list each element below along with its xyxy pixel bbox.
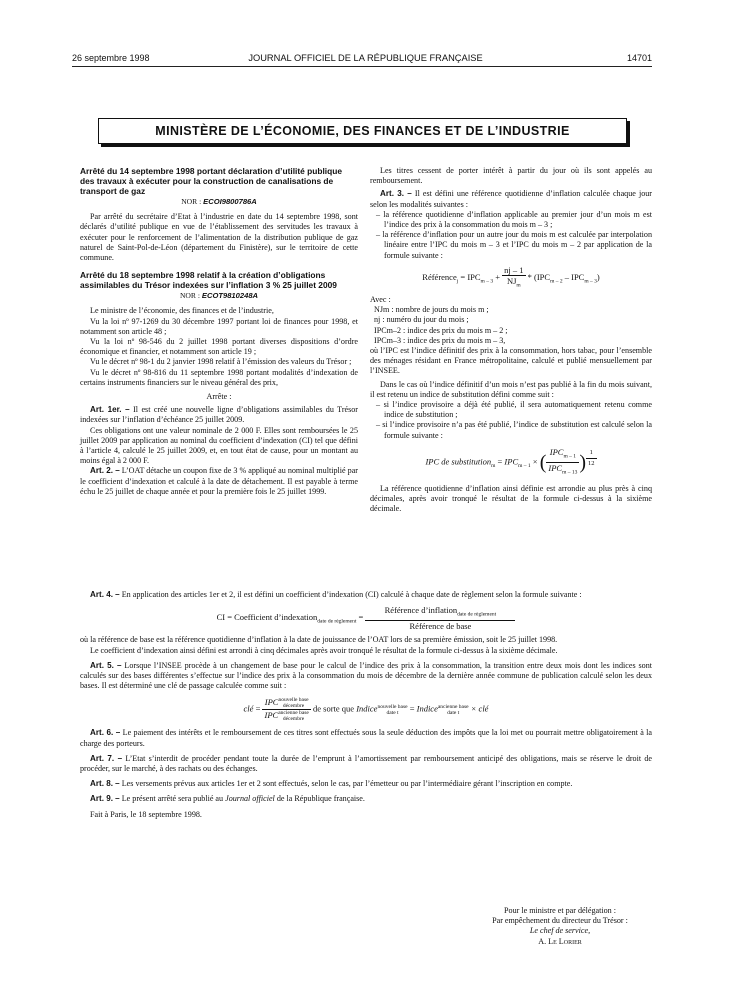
rounding-rule: La référence quotidienne d’inflation ainsi définie est arrondie au plus près à cinq décimales, après avoir tronqué le résultat de la formule ci-dessus à la sixième décimale.: [370, 483, 652, 513]
header-journal: JOURNAL OFFICIEL DE LA RÉPUBLIQUE FRANÇAISE: [248, 53, 483, 63]
article-4: Art. 4. – En application des articles 1er et 2, il est défini un coefficient d’indexation (CI) calculé à chaque date de règlement selon la formule suivante :: [90, 590, 582, 599]
article-8: Art. 8. – Les versements prévus aux articles 1er et 2 sont effectués, selon le cas, par l’émetteur ou par l’intermédiaire gérant l’inscription en compte.: [90, 779, 573, 789]
ministry-banner: [98, 118, 627, 144]
full-width-section: [80, 590, 652, 820]
fraction-nj: $\frac{nj - 1}{NJ_m}$: [504, 264, 524, 289]
substitution-intro: Dans le cas où l’indice définitif d’un mois n’est pas publié à la fin du mois suivant, il est retenu un indice de substitution défini comme suit :: [370, 379, 652, 399]
article-6: Art. 6. – Le paiement des intérêts et le remboursement de ces titres sont effectués sous la seule déduction des impôts que la loi met ou pourrait mettre obligatoirement à la charge des porteurs.: [80, 728, 652, 748]
ministry-name: MINISTÈRE DE L’ÉCONOMIE, DES FINANCES ET DE L’INDUSTRIE: [155, 124, 570, 138]
header-date: 26 septembre 1998: [72, 53, 150, 63]
fraction-cle: IPC nouvelle base décembre IPC ancienne base décembre: [264, 697, 309, 723]
article-3: Art. 3. – Il est défini une référence quotidienne d’inflation calculée chaque jour selon les modalités suivantes :: [370, 189, 652, 209]
article-2: Art. 2. – L’OAT détache un coupon fixe de 3 % appliqué au nominal multiplié par le coefficient d’indexation et calculé à la date de détachement. Il est payable à terme échu le 25 juillet de chaque année et pour la première fois le 25 juillet 1999.: [80, 466, 358, 496]
right-column: [370, 166, 652, 514]
preamble-1: Vu la loi nº 97-1269 du 30 décembre 1997 portant loi de finances pour 1998, et notamment son article 48 ;: [80, 316, 358, 336]
decree1-body: Par arrêté du secrétaire d’Etat à l’industrie en date du 14 septembre 1998, sont déclarés d’utilité publique en vue de l’établissement des servitudes les travaux à exécuter pour le renforcement de l’alimentation de la distribution publique de gaz naturel de Saint-Pol-de-Léon (département du Finistère), sur le territoire de cette commune.: [80, 212, 358, 263]
def-3: IPCm–3 : indice des prix du mois m – 3,: [374, 335, 506, 345]
fait-a-paris: Fait à Paris, le 18 septembre 1998.: [90, 809, 202, 819]
formula-cle: clé = IPC nouvelle base décembre IPC ancienne base décembre de sorte que Indice nouvelle base date t = Indice ancienne base date t × clé: [243, 697, 489, 723]
right-para-1: Les titres cessent de porter intérêt à partir du jour où ils sont appelés au remboursement.: [370, 166, 652, 186]
article-7: Art. 7. – L’Etat s’interdit de procéder pendant toute la durée de l’emprunt à l’amortissement par remboursement anticipé des obligations, mais se réserve le droit de procéder, sur le marché, à des rachats ou des échanges.: [80, 753, 652, 774]
article-5: Art. 5. – Lorsque l’INSEE procède à un changement de base pour le calcul de l’indice des prix à la consommation, la transition entre deux mois dont les indices sont calculés sur des bases différentes s’effectue sur l’indice des prix à la consommation du mois de décembre de la dernière année commune de publication calculé selon les deux bases. Il est déterminé une clé de passage calculée comme suit :: [80, 660, 652, 691]
ipc-definition: où l’IPC est l’indice définitif des prix à la consommation, hors tabac, pour l’ensemble des ménages résidant en France métropolitaine, calculé et publié mensuellement par l’INSEE.: [370, 345, 652, 376]
substitution-item-1: – si l’indice provisoire n’a pas été publié, l’indice de substitution est calculé selon la formule suivante :: [376, 420, 652, 440]
def-1: nj : numéro du jour du mois ;: [374, 315, 469, 325]
fraction-ipc: $\frac{IPC_{m - 1}}{IPC_{m - 13}}$: [548, 446, 578, 476]
def-0: NJm : nombre de jours du mois m ;: [374, 305, 489, 315]
decree1-nor: NOR : ECOI9800786A: [181, 197, 257, 206]
formula-reference: Référence$_j$ = $IPC_{m - 3}$ + $\frac{nj - 1}{NJ_m}$ * $(IPC_{m - 2} - IPC_{m - 3})$: [370, 265, 652, 291]
art3-list-item-0: – la référence quotidienne d’inflation applicable au premier jour d’un mois m est l’indice des prix à la consommation du mois m – 3 ;: [376, 209, 652, 230]
substitution-item-0: – si l’indice provisoire a déjà été publié, il sera automatiquement retenu comme indice de substitution ;: [376, 399, 652, 420]
preamble-4: Vu le décret nº 98-816 du 11 septembre 1998 portant modalités d’indexation de certains instruments financiers sur le niveau général des prix,: [80, 367, 358, 387]
article-1: Art. 1er. – Il est créé une nouvelle ligne d’obligations assimilables du Trésor indexées sur l’inflation d’échéance 25 juillet 2009.: [80, 405, 358, 425]
signature-block: [460, 906, 660, 947]
article-4-p3: Le coefficient d’indexation ainsi défini est arrondi à cinq décimales après avoir tronqué le résultat de la formule ci-dessus à la sixième décimale.: [90, 645, 558, 655]
preamble-3: Vu le décret nº 98-1 du 2 janvier 1998 relatif à l’émission des valeurs du Trésor ;: [90, 357, 352, 367]
left-column: [80, 166, 358, 497]
formula-substitution: IPC de substitution$_m$ = $IPC_{m - 1}$ × ( $\frac{IPC_{m - 1}}{IPC_{m - 13}}$ ) $^{\frac{1}{12}}$: [370, 447, 652, 478]
signature-line-2: Par empêchement du directeur du Trésor :: [492, 916, 628, 926]
arrete-heading: Arrête :: [206, 392, 232, 402]
def-2: IPCm–2 : indice des prix du mois m – 2 ;: [374, 325, 508, 335]
preamble-2: Vu la loi nº 98-546 du 2 juillet 1998 portant diverses dispositions d’ordre économique et financier, et notamment son article 19 ;: [80, 337, 358, 357]
header-rule: [72, 66, 652, 67]
decree1-title: Arrêté du 14 septembre 1998 portant déclaration d’utilité publique des travaux à exécuter pour la construction de canalisations de transport de gaz: [80, 166, 343, 196]
exponent-fraction: 1 12: [588, 448, 595, 468]
formula-coefficient: CI = Coefficient d’indexation$_{date de règlement}$ = $\frac{Référence d’inflation_{date de règlement}}{\text{Référence de base}}$: [80, 605, 652, 631]
signature-line-1: Pour le ministre et par délégation :: [504, 906, 616, 915]
article-9: Art. 9. – Le présent arrêté sera publié au Journal officiel de la République française.: [90, 794, 365, 804]
article-4-p2: où la référence de base est la référence quotidienne d’inflation à la date de jouissance de l’OAT lors de sa première émission, soit le 25 juillet 1998.: [80, 635, 558, 645]
header-page-number: 14701: [626, 53, 652, 63]
art3-list-item-1: – la référence d’inflation pour un autre jour du mois m est calculée par interpolation linéaire entre l’IPC du mois m – 3 et l’IPC du mois m – 2 par application de la formule suivante :: [376, 230, 652, 260]
article-1-p2: Ces obligations ont une valeur nominale de 2 000 F. Elles sont remboursées le 25 juillet 2009 par application au nominal du coefficient d’indexation (CI) tel que défini à l’article 4, calculé le 25 juillet 2009, et, en tout état de cause, pour un montant au moins égal à 2 000 F.: [80, 425, 358, 466]
decree2-title: Arrêté du 18 septembre 1998 relatif à la création d’obligations assimilables du Trésor indexées sur l’inflation 3 % 25 juillet 2009: [80, 270, 337, 291]
avec-label: Avec :: [370, 294, 391, 304]
signature-line-3: Le chef de service,: [529, 926, 591, 936]
signature-name: A. Le Lorier: [538, 936, 582, 946]
decree2-nor: NOR : ECOT9810248A: [179, 291, 259, 301]
preamble-0: Le ministre de l’économie, des finances et de l’industrie,: [90, 306, 274, 316]
fraction-coefficient: $\frac{Référence d’inflation_{date de règlement}}{\text{Référence de base}}$: [365, 605, 515, 631]
